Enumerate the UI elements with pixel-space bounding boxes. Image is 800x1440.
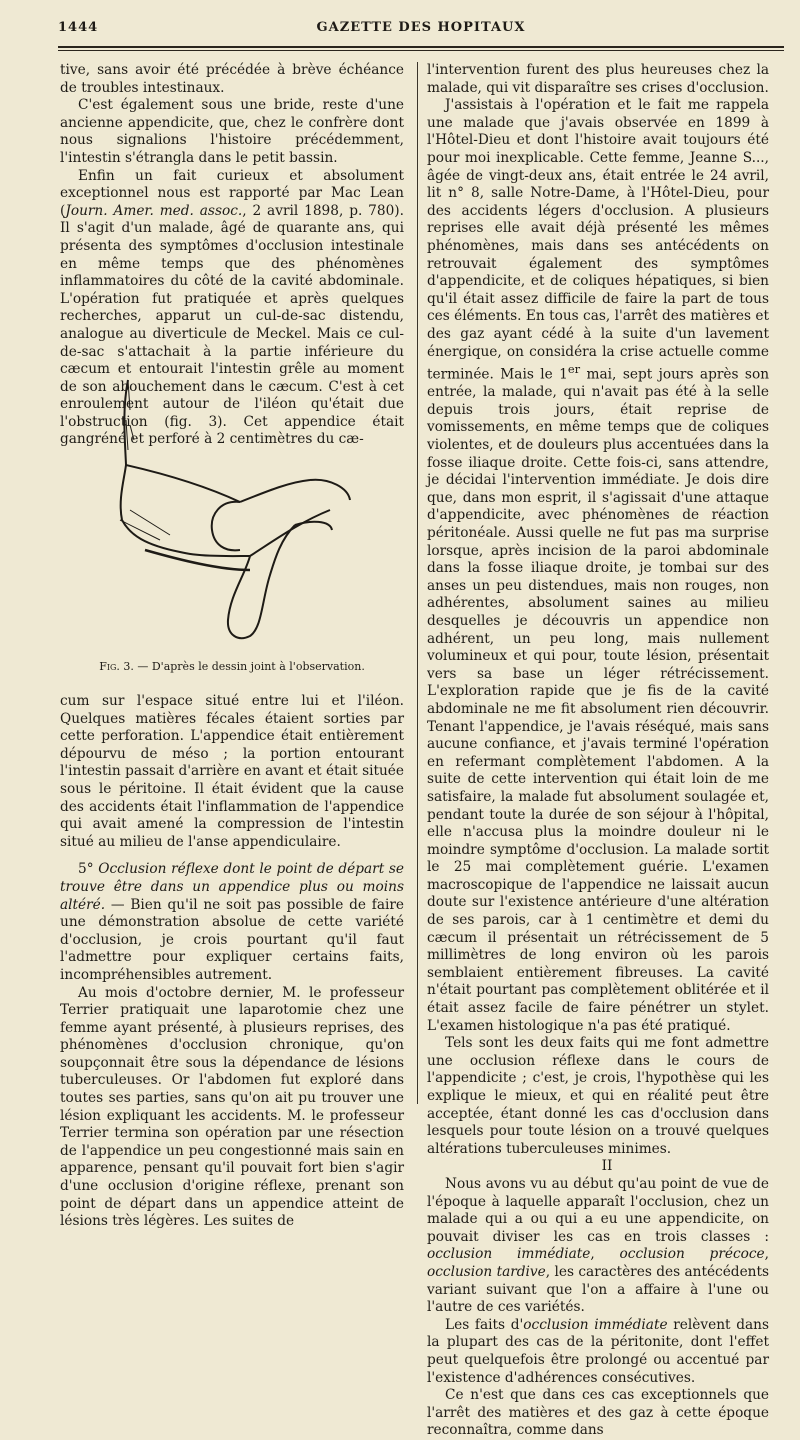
ileum-top (240, 480, 310, 502)
paragraph: Ce n'est que dans ces cas exceptionnels que l'arrêt des matières et des gaz à cette époque reconnaîtra, comme dans (427, 1387, 769, 1439)
paragraph: Au mois d'octobre dernier, M. le professeur Terrier pratiquait une laparotomie chez une femme ayant présenté, à plusieurs reprises, des phénomènes d'occlusion chronique, qu'on soupçonnait être sous la dépendance de lésions tuberculeuses. Or l'abdomen fut exploré dans toutes ses parties, sans qu'on ait pu trouver une lésion expliquant les accidents. M. le professeur Terrier termina son opération par une résection de l'appendice un peu congestionné mais sain en apparence, pensant qu'il pouvait fort bien s'agir d'une occlusion d'origine réflexe, prenant son point de départ dans un appendice atteint de lésions très légères. Les suites de (60, 984, 404, 1230)
text-run: , 2 avril 1898, p. 780). Il s'agit d'un malade, âgé de quarante ans, qui présenta des symptômes d'occlusion intestinale en même temps que des phénomènes inflammatoires du côté de la cavité abdominale. L'opération fut pratiquée et après quelques recherches, apparut un cul-de-sac distendu, analogue au diverticule de Meckel. Mais ce cul-de-sac s'attachait à la partie inférieure du cæcum et entourait l'intestin grêle au moment de son abouchement dans le cæcum. C'est à cet enroulement autour de l'iléon qu'était due l'obstruction (fig. 3). Cet appendice était gangréné et perforé à 2 centimètres du cæ- (60, 202, 404, 448)
column-divider (417, 62, 418, 1104)
text-run: mai, sept jours après son entrée, la malade, qui n'avait pas été à la selle depuis trois jours, était reprise de vomissements, en même temps que de coliques violentes, et de douleurs plus accentuées dans la fosse iliaque droite. Cette fois-ci, sans attendre, je décidai l'intervention immédiate. Je dois dire que, dans mon esprit, il s'agissait d'une attaque d'appendicite, avec phénomènes de réaction péritonéale. Aussi quelle ne fut pas ma surprise lorsque, après incision de la paroi abdominale dans la fosse iliaque droite, je tombai sur des anses un peu distendues, mais non rouges, non adhérentes, absolument saines au milieu desquelles je découvris un appendice non adhérent, un peu long, mais nullement volumineux et qui pour, toute lésion, présentait vers sa base un léger rétrécissement. L'exploration rapide que je fis de la cavité abdominale ne me fit absolument rien découvrir. Tenant l'appendice, je l'avais réséqué, mais sans aucune confiance, et j'avais terminé l'opération en refermant complètement l'abdomen. A la suite de cette intervention qui était loin de me satisfaire, la malade fut absolument soulagée et, pendant toute la durée de son séjour à l'hôpital, elle n'accusa plus la moindre douleur ni le moindre symptôme d'occlusion. La malade sortit le 25 mai complètement guérie. L'examen macroscopique de l'appendice ne laissait aucun doute sur l'existence antérieure d'une altération de ses parois, car à 1 centimètre et demi du cæcum il présentait un rétrécissement de 5 millimètres de long environ où les parois semblaient entièrement fibreuses. La cavité n'était pourtant pas complètement oblitérée et il était assez facile de faire pénétrer un stylet. L'examen histologique n'a pas été pratiqué. (427, 366, 770, 1034)
text-run: — Bien qu'il ne soit pas possible de faire une démonstration absolue de cette variété d'occlusion, je crois pourtant qu'il faut l'admettre pour expliquer certains faits, incompréhensibles autrement. (60, 896, 404, 983)
left-column-bottom (60, 693, 404, 1231)
intestine-outline-left (121, 380, 128, 520)
appendix-tail (228, 525, 295, 638)
mesentery-line (145, 550, 250, 570)
term-immediate-2: occlusion immédiate (523, 1316, 668, 1333)
figure-3-illustration (100, 370, 360, 650)
header-rule-thin (58, 50, 784, 51)
cecum-top (310, 480, 350, 500)
text-run: Nous avons vu au début qu'au point de vue de l'époque à laquelle apparaît l'occlusion, chez un malade qui a ou qui a eu une appendicite, on pouvait diviser les cas en trois classes : (427, 1175, 769, 1245)
text-run: , (764, 1246, 769, 1263)
caption-text: — D'après le dessin joint à l'observation. (133, 660, 365, 673)
cecum-lower (295, 522, 332, 530)
section-heading: Occlusion réflexe dont le point de départ se trouve être dans un appendice plus ou moins altéré. (60, 861, 404, 913)
superscript: er (567, 362, 581, 377)
section-heading-roman: II (601, 1158, 613, 1175)
text-run: J'assistais à l'opération et le fait me rappela une malade que j'avais observée en 1899 à l'Hôtel-Dieu et dont l'histoire avait toujours été pour moi inexplicable. Cette femme, Jeanne S..., âgée de vingt-deux ans, était entrée le 24 avril, lit n° 8, salle Notre-Dame, à l'Hôtel-Dieu, pour des accidents légers d'occlusion. A plusieurs reprises elle avait déjà présenté les mêmes phénomènes, mais dans ses antécédents on retrouvait également des symptômes d'appendicite, et de coliques hépatiques, si bien qu'il était assez difficile de faire la part de tous ces éléments. En tous cas, l'arrêt des matières et des gaz ayant cédé à la suite d'un lavement énergique, on considéra la crise actuelle comme terminée. Mais le 1 (427, 97, 769, 383)
right-column (427, 62, 769, 1440)
journal-title: GAZETTE DES HOPITAUX (316, 20, 526, 35)
paragraph (427, 1176, 769, 1317)
ileum-bottom (250, 510, 330, 556)
paragraph: tive, sans avoir été précédée à brève échéance de troubles intestinaux. (60, 62, 404, 96)
paragraph (427, 97, 769, 1035)
text-run: relèvent dans la plupart des cas de la péritonite, dont l'effet peut quelquefois être prolongé ou accentué par l'existence d'adhérences consécutives. (427, 1316, 769, 1386)
paragraph: Tels sont les deux faits qui me font admettre une occlusion réflexe dans le cours de l'appendicite ; c'est, je crois, l'hypothèse qui les explique le mieux, et qui en réalité peut être acceptée, étant donné les cas d'occlusion dans lesquels pour toute lésion on a trouvé quelques altérations tuberculeuses minimes. (427, 1035, 769, 1157)
text-run: , les caractères des antécédents variant suivant que l'on a affaire à l'une ou l'autre de ces variétés. (427, 1263, 770, 1316)
text-run: Enfin un fait curieux et absolument exceptionnel nous est rapporté par Mac Lean ( (60, 167, 404, 219)
header-rule-thick (58, 46, 784, 48)
journal-citation: Journ. Amer. med. assoc. (65, 202, 243, 219)
paragraph: cum sur l'espace situé entre lui et l'iléon. Quelques matières fécales étaient sorties par cette perforation. L'appendice était entièrement dépourvu de méso ; la portion entourant l'intestin passait d'arrière en avant et était située sous le péritoine. Il était évident que la cause des accidents était l'inflammation de l'appendice qui avait amené la compression de l'intestin situé au milieu de l'anse appendiculaire. (60, 693, 404, 850)
paragraph: C'est également sous une bride, reste d'une ancienne appendicite, que, chez le confrère dont nous signalions l'histoire précédemment, l'intestin s'étrangla dans le petit bassin. (60, 97, 404, 166)
figure-label: Fig. 3. (99, 660, 134, 673)
text-run: Les faits d' (445, 1316, 524, 1333)
page-header (58, 20, 784, 40)
figure-caption (60, 660, 404, 673)
paragraph (427, 1317, 769, 1387)
hatch-lines (120, 510, 170, 540)
appendix-loop-inner (212, 502, 240, 551)
intestine-outline-upper (126, 465, 240, 502)
text-run: , (590, 1246, 620, 1263)
term-precoce: occlusion précoce (619, 1246, 765, 1263)
term-immediate: occlusion immédiate (427, 1246, 591, 1263)
term-tardive: occlusion tardive (427, 1263, 546, 1280)
section-number: 5° (78, 861, 94, 878)
paragraph (60, 861, 404, 984)
paragraph: l'intervention furent des plus heureuses chez la malade, qui vit disparaître ses crises d'occlusion. (427, 62, 769, 96)
page-number: 1444 (58, 20, 99, 35)
